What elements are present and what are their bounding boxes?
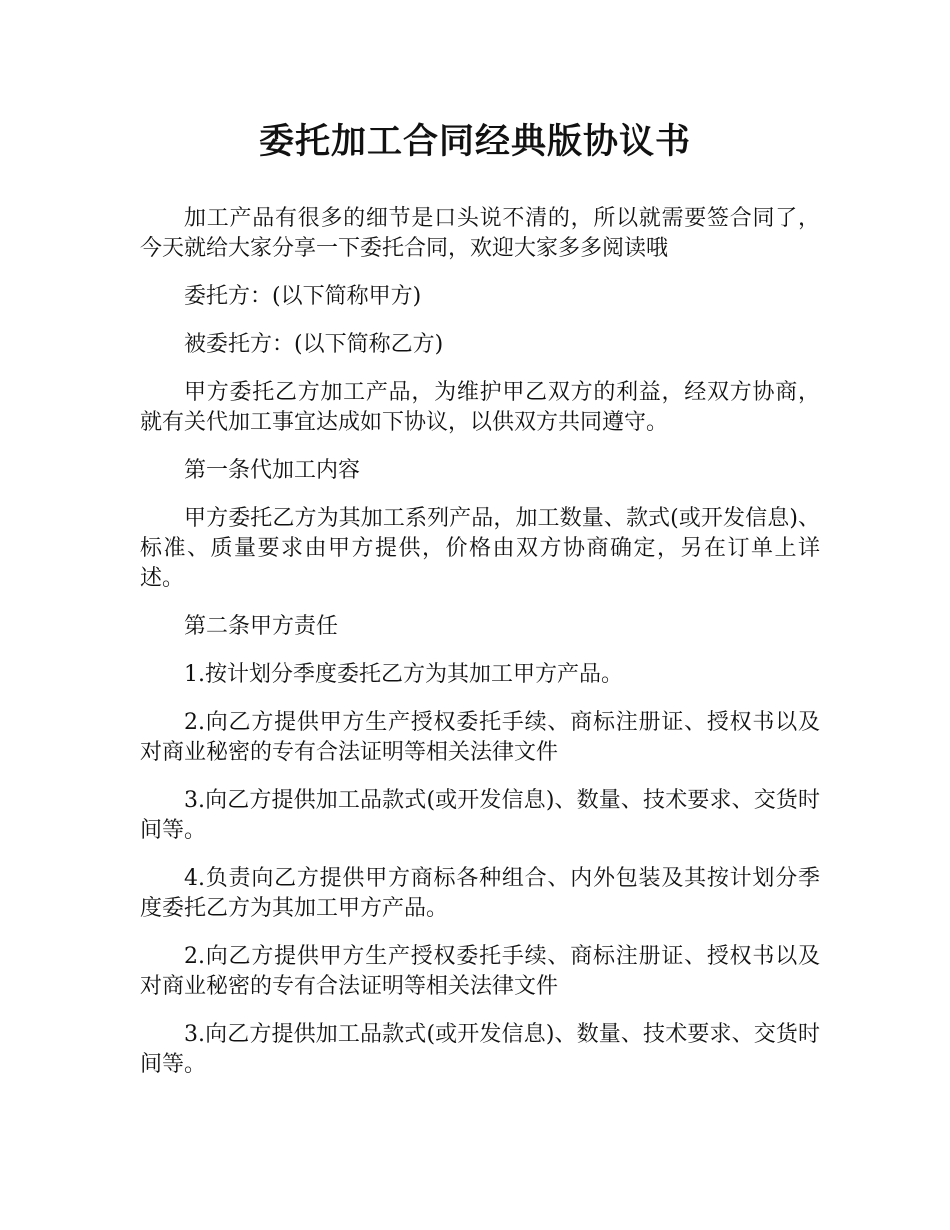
document-body <box>140 204 820 1098</box>
paragraph-intro: 加工产品有很多的细节是口头说不清的，所以就需要签合同了，今天就给大家分享一下委托合同，欢迎大家多多阅读哦 <box>140 206 820 261</box>
list-item: 2.向乙方提供甲方生产授权委托手续、商标注册证、授权书以及对商业秘密的专有合法证明等相关法律文件 <box>140 710 820 765</box>
section-heading-article-2: 第二条甲方责任 <box>184 614 339 639</box>
list-item: 4.负责向乙方提供甲方商标各种组合、内外包装及其按计划分季度委托乙方为其加工甲方产品。 <box>140 866 820 921</box>
list-item: 1.按计划分季度委托乙方为其加工甲方产品。 <box>184 662 623 687</box>
list-item: 2.向乙方提供甲方生产授权委托手续、商标注册证、授权书以及对商业秘密的专有合法证明等相关法律文件 <box>140 944 820 999</box>
list-item: 3.向乙方提供加工品款式(或开发信息)、数量、技术要求、交货时间等。 <box>140 788 820 843</box>
document-title: 委托加工合同经典版协议书 <box>258 122 691 162</box>
paragraph-party-b: 被委托方：(以下简称乙方) <box>184 332 444 357</box>
paragraph-party-a: 委托方：(以下简称甲方) <box>184 284 422 309</box>
paragraph-article-1-content: 甲方委托乙方为其加工系列产品，加工数量、款式(或开发信息)、标准、质量要求由甲方提供，价格由双方协商确定，另在订单上详述。 <box>140 506 820 591</box>
list-item: 3.向乙方提供加工品款式(或开发信息)、数量、技术要求、交货时间等。 <box>140 1022 820 1077</box>
paragraph-preamble: 甲方委托乙方加工产品，为维护甲乙双方的利益，经双方协商，就有关代加工事宜达成如下协议，以供双方共同遵守。 <box>140 380 820 435</box>
section-heading-article-1: 第一条代加工内容 <box>184 458 361 483</box>
